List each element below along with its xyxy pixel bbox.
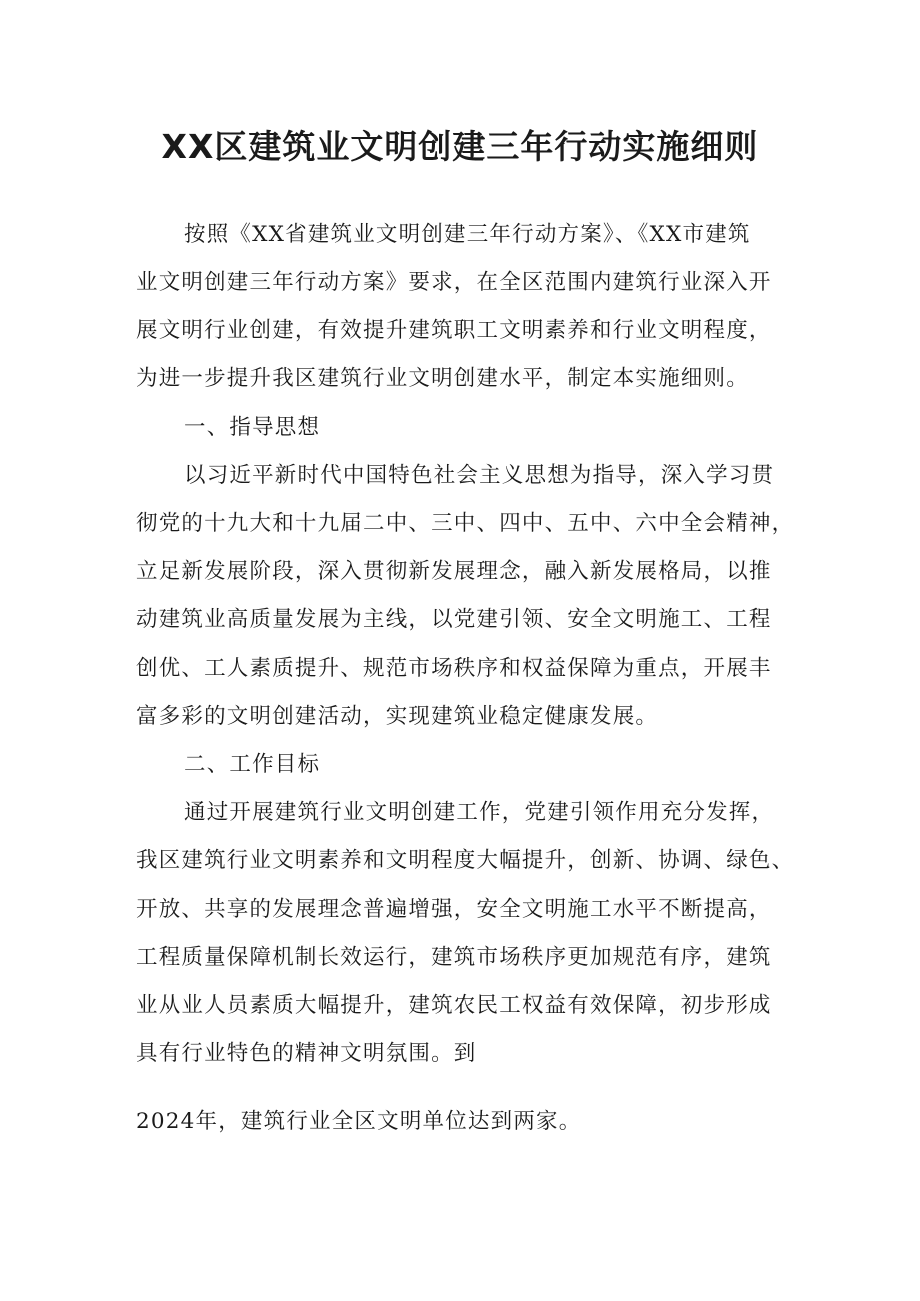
section2-line: 我区建筑行业文明素养和文明程度大幅提升，创新、协调、绿色、 (136, 848, 795, 873)
intro-line: 业文明创建三年行动方案》要求，在全区范围内建筑行业深入开 (136, 270, 772, 295)
section2-line: 通过开展建筑行业文明创建工作，党建引领作用充分发挥， (184, 800, 775, 825)
section1-line: 以习近平新时代中国特色社会主义思想为指导，深入学习贯 (184, 463, 775, 488)
section1-line: 动建筑业高质量发展为主线，以党建引领、安全文明施工、工程 (136, 607, 772, 632)
section2-line: 开放、共享的发展理念普遍增强，安全文明施工水平不断提高， (136, 897, 772, 922)
section2-line: 工程质量保障机制长效运行，建筑市场秩序更加规范有序，建筑 (136, 945, 772, 970)
intro-line: 为进一步提升我区建筑行业文明创建水平，制定本实施细则。 (136, 366, 749, 391)
section1-heading: 一、指导思想 (184, 415, 321, 440)
intro-line: 按照《XX省建筑业文明创建三年行动方案》、《XX市建筑 (184, 222, 751, 247)
intro-line: 展文明行业创建，有效提升建筑职工文明素养和行业文明程度， (136, 318, 772, 343)
section2-line: 业从业人员素质大幅提升，建筑农民工权益有效保障，初步形成 (136, 993, 772, 1018)
section2-line: 具有行业特色的精神文明氛围。到 (136, 1041, 477, 1066)
section1-line: 立足新发展阶段，深入贯彻新发展理念，融入新发展格局，以推 (136, 559, 772, 584)
section1-line: 创优、工人素质提升、规范市场秩序和权益保障为重点，开展丰 (136, 656, 772, 681)
document-title: XX区建筑业文明创建三年行动实施细则 (161, 127, 759, 166)
section1-line: 富多彩的文明创建活动，实现建筑业稳定健康发展。 (136, 704, 659, 729)
section1-line: 彻党的十九大和十九届二中、三中、四中、五中、六中全会精神， (136, 511, 795, 536)
section2-heading: 二、工作目标 (184, 752, 321, 777)
section2-continuation: 2024年，建筑行业全区文明单位达到两家。 (136, 1109, 582, 1134)
